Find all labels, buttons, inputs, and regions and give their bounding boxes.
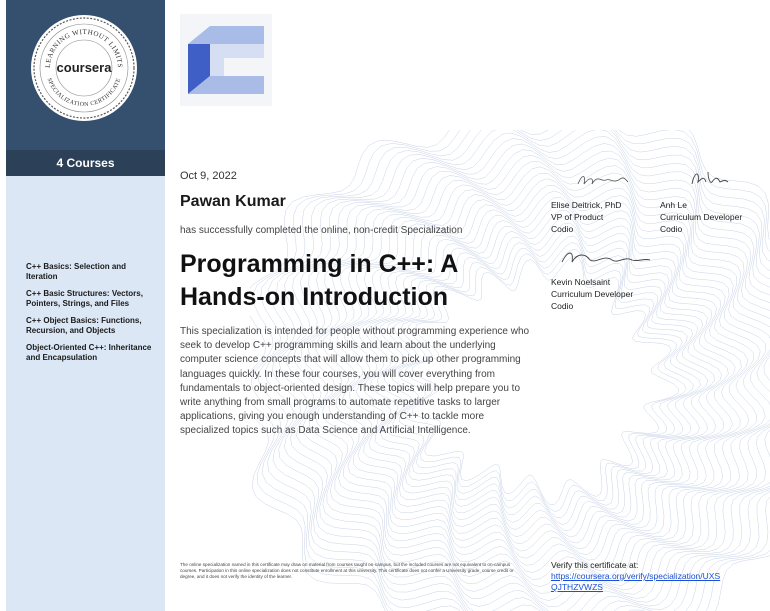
disclaimer: The online specialization named in this certificate may draw on material from courses taught on-campus, but the included courses are not equivalent to on-campus courses. Participation in this online specialization does not constitute enrollment at this university. This certificate does not confer a University grade, course credit or degree, and it does not verify the identity of the learner. — [180, 562, 514, 579]
signatory-org: Codio — [551, 301, 574, 311]
course-item: Object-Oriented C++: Inheritance and Encapsulation — [26, 343, 152, 362]
signatory-elise — [551, 199, 621, 235]
signatory-name: Anh Le — [660, 200, 687, 210]
signature-elise-icon — [576, 170, 630, 190]
seal-top-text: LEARNING WITHOUT LIMITS — [43, 27, 125, 69]
signatory-name: Elise Deitrick, PhD — [551, 200, 622, 210]
verify-link[interactable]: https://coursera.org/verify/specialization/UXSQJTHZVWZS — [551, 571, 721, 592]
courses-count: 4 Courses — [6, 150, 165, 176]
signature-anh-icon — [688, 168, 730, 188]
course-item: C++ Object Basics: Functions, Recursion, and Objects — [26, 316, 142, 335]
signatory-role: Curriculum Developer — [660, 212, 743, 222]
completion-statement: has successfully completed the online, non-credit Specialization — [180, 225, 463, 236]
seal-brand: coursera — [56, 60, 112, 75]
specialization-description: This specialization is intended for people without programming experience who seek to develop C++ programming skills and learn about the underlying computer science concepts that will allow them to pick up other programming languages quickly. In these four courses, you will cover everything from fundamentals to object-oriented design. These topics will help prepare you to write anything from small programs to automate repetitive tasks to larger applications, giving you enough understanding of C++ to tackle more specialized topics such as Data Science and Artificial Intelligence. — [180, 326, 530, 437]
signature-kevin-icon — [560, 246, 652, 268]
signatory-anh — [660, 199, 742, 235]
seal-bottom-text: SPECIALIZATION CERTIFICATE — [45, 77, 123, 109]
signatory-org: Codio — [551, 224, 574, 234]
course-item: C++ Basics: Selection and Iteration — [26, 262, 127, 281]
course-list — [26, 262, 156, 370]
verify-label: Verify this certificate at: — [551, 560, 639, 570]
signatory-role: VP of Product — [551, 212, 604, 222]
specialization-title: Programming in C++: A Hands-on Introduction — [180, 250, 458, 311]
signatory-name: Kevin Noelsaint — [551, 277, 611, 287]
sidebar — [6, 0, 165, 611]
signatory-role: Curriculum Developer — [551, 289, 634, 299]
coursera-seal-icon — [30, 14, 138, 122]
signatory-kevin — [551, 276, 633, 312]
issue-date: Oct 9, 2022 — [180, 170, 237, 182]
course-item: C++ Basic Structures: Vectors, Pointers, Strings, and Files — [26, 289, 143, 308]
recipient-name: Pawan Kumar — [180, 193, 286, 210]
verify-block — [551, 560, 721, 593]
signatory-org: Codio — [660, 224, 683, 234]
codio-logo-icon — [180, 14, 272, 106]
